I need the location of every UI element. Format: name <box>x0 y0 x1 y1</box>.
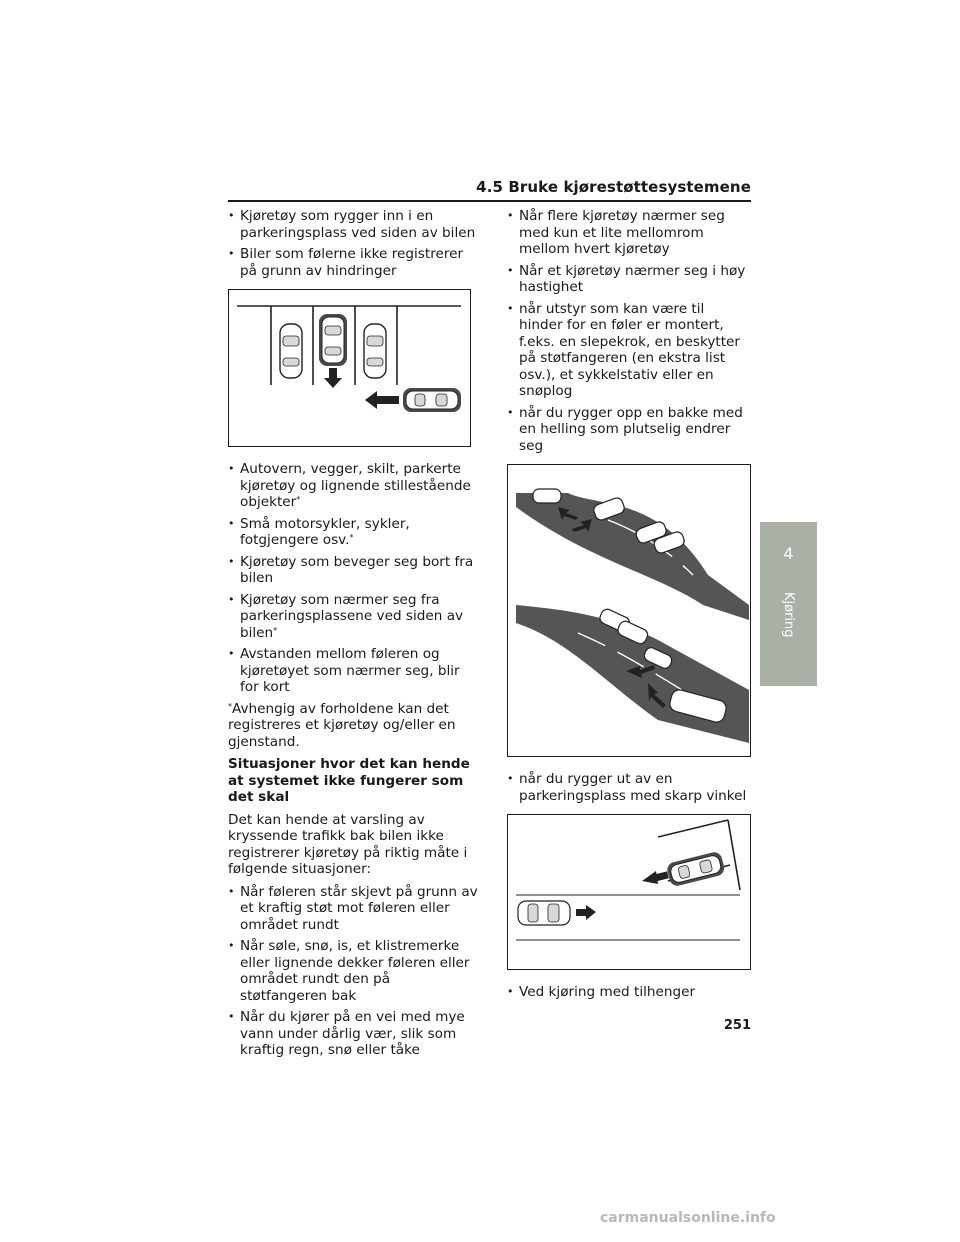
left-column <box>228 208 478 1064</box>
arrow-right-icon <box>576 905 596 920</box>
list-item: • Når du kjører på en vei med mye vann under dårlig vær, slik som kraftig regn, snø eller tåke <box>228 1009 478 1059</box>
arrow-down-icon <box>324 368 342 388</box>
approaching-car-icon <box>403 388 461 412</box>
reversing-car-icon <box>666 851 726 888</box>
list-item: • Avstanden mellom føleren og kjøretøyet som nærmer seg, blir for kort <box>228 646 478 696</box>
car-icon <box>518 901 570 925</box>
bullet-list <box>507 771 752 804</box>
intro-paragraph: Det kan hende at varsling av kryssende trafikk bak bilen ikke registrerer kjøretøy på riktig måte i følgende situasjoner: <box>228 811 468 877</box>
list-item: • når utstyr som kan være til hinder for en føler er montert, f.eks. en slepekrok, en beskytter på støtfangeren (en ekstra list osv.), et sykkelstativ eller en snøplog <box>507 301 752 400</box>
slope-diagram <box>508 465 749 755</box>
parked-car-icon <box>280 324 302 378</box>
section-header: 4.5 Bruke kjørestøttesystemene <box>228 178 751 202</box>
list-item: • Biler som følerne ikke registrerer på grunn av hindringer <box>228 246 478 279</box>
list-item: • når du rygger opp en bakke med en helling som plutselig endrer seg <box>507 405 752 455</box>
bullet-list <box>228 461 478 696</box>
list-item: • Når flere kjøretøy nærmer seg med kun et lite mellomrom mellom hvert kjøretøy <box>507 208 752 258</box>
list-item: • Kjøretøy som nærmer seg fra parkeringsplassene ved siden av bilen* <box>228 592 478 642</box>
arrow-left-icon <box>642 871 669 884</box>
bullet-list <box>507 984 752 1001</box>
angled-parking-diagram <box>508 815 749 968</box>
list-item: • Små motorsykler, sykler, fotgjengere osv.* <box>228 516 478 549</box>
bullet-list <box>507 208 752 454</box>
parked-car-icon <box>364 324 386 378</box>
footnote: *Avhengig av forholdene kan det registreres et kjøretøy og/eller en gjenstand. <box>228 700 456 750</box>
arrow-left-icon <box>365 391 399 409</box>
bullet-list <box>228 208 478 279</box>
angled-parking-illustration <box>507 814 751 970</box>
list-item: • Når et kjøretøy nærmer seg i høy hastighet <box>507 263 752 296</box>
list-item: • Kjøretøy som beveger seg bort fra bilen <box>228 554 478 587</box>
list-item: • Autovern, vegger, skilt, parkerte kjøretøy og lignende stillestående objekter* <box>228 461 478 511</box>
list-item: • Når søle, snø, is, et klistremerke eller lignende dekker føleren eller området rundt den på støtfangeren bak <box>228 938 478 1004</box>
page-number: 251 <box>723 1018 751 1033</box>
subheading: Situasjoner hvor det kan hende at systemet ikke fungerer som det skal <box>228 756 470 805</box>
parking-illustration <box>228 289 471 447</box>
slope-illustration <box>507 464 751 757</box>
list-item: • Når føleren står skjevt på grunn av et kraftig støt mot føleren eller området rundt <box>228 884 478 934</box>
car-icon <box>533 489 561 503</box>
parking-diagram <box>229 290 469 445</box>
list-item: • når du rygger ut av en parkeringsplass med skarp vinkel <box>507 771 752 804</box>
list-item: • Kjøretøy som rygger inn i en parkeringsplass ved siden av bilen <box>228 208 478 241</box>
list-item: • Ved kjøring med tilhenger <box>507 984 752 1001</box>
chapter-label: Kjøring <box>760 586 817 686</box>
chapter-tab[interactable]: 4 <box>760 522 817 586</box>
bullet-list <box>228 884 478 1059</box>
right-column <box>507 208 752 1006</box>
watermark: carmanualsonline.info <box>600 1210 776 1226</box>
reversing-car-icon <box>319 314 347 366</box>
